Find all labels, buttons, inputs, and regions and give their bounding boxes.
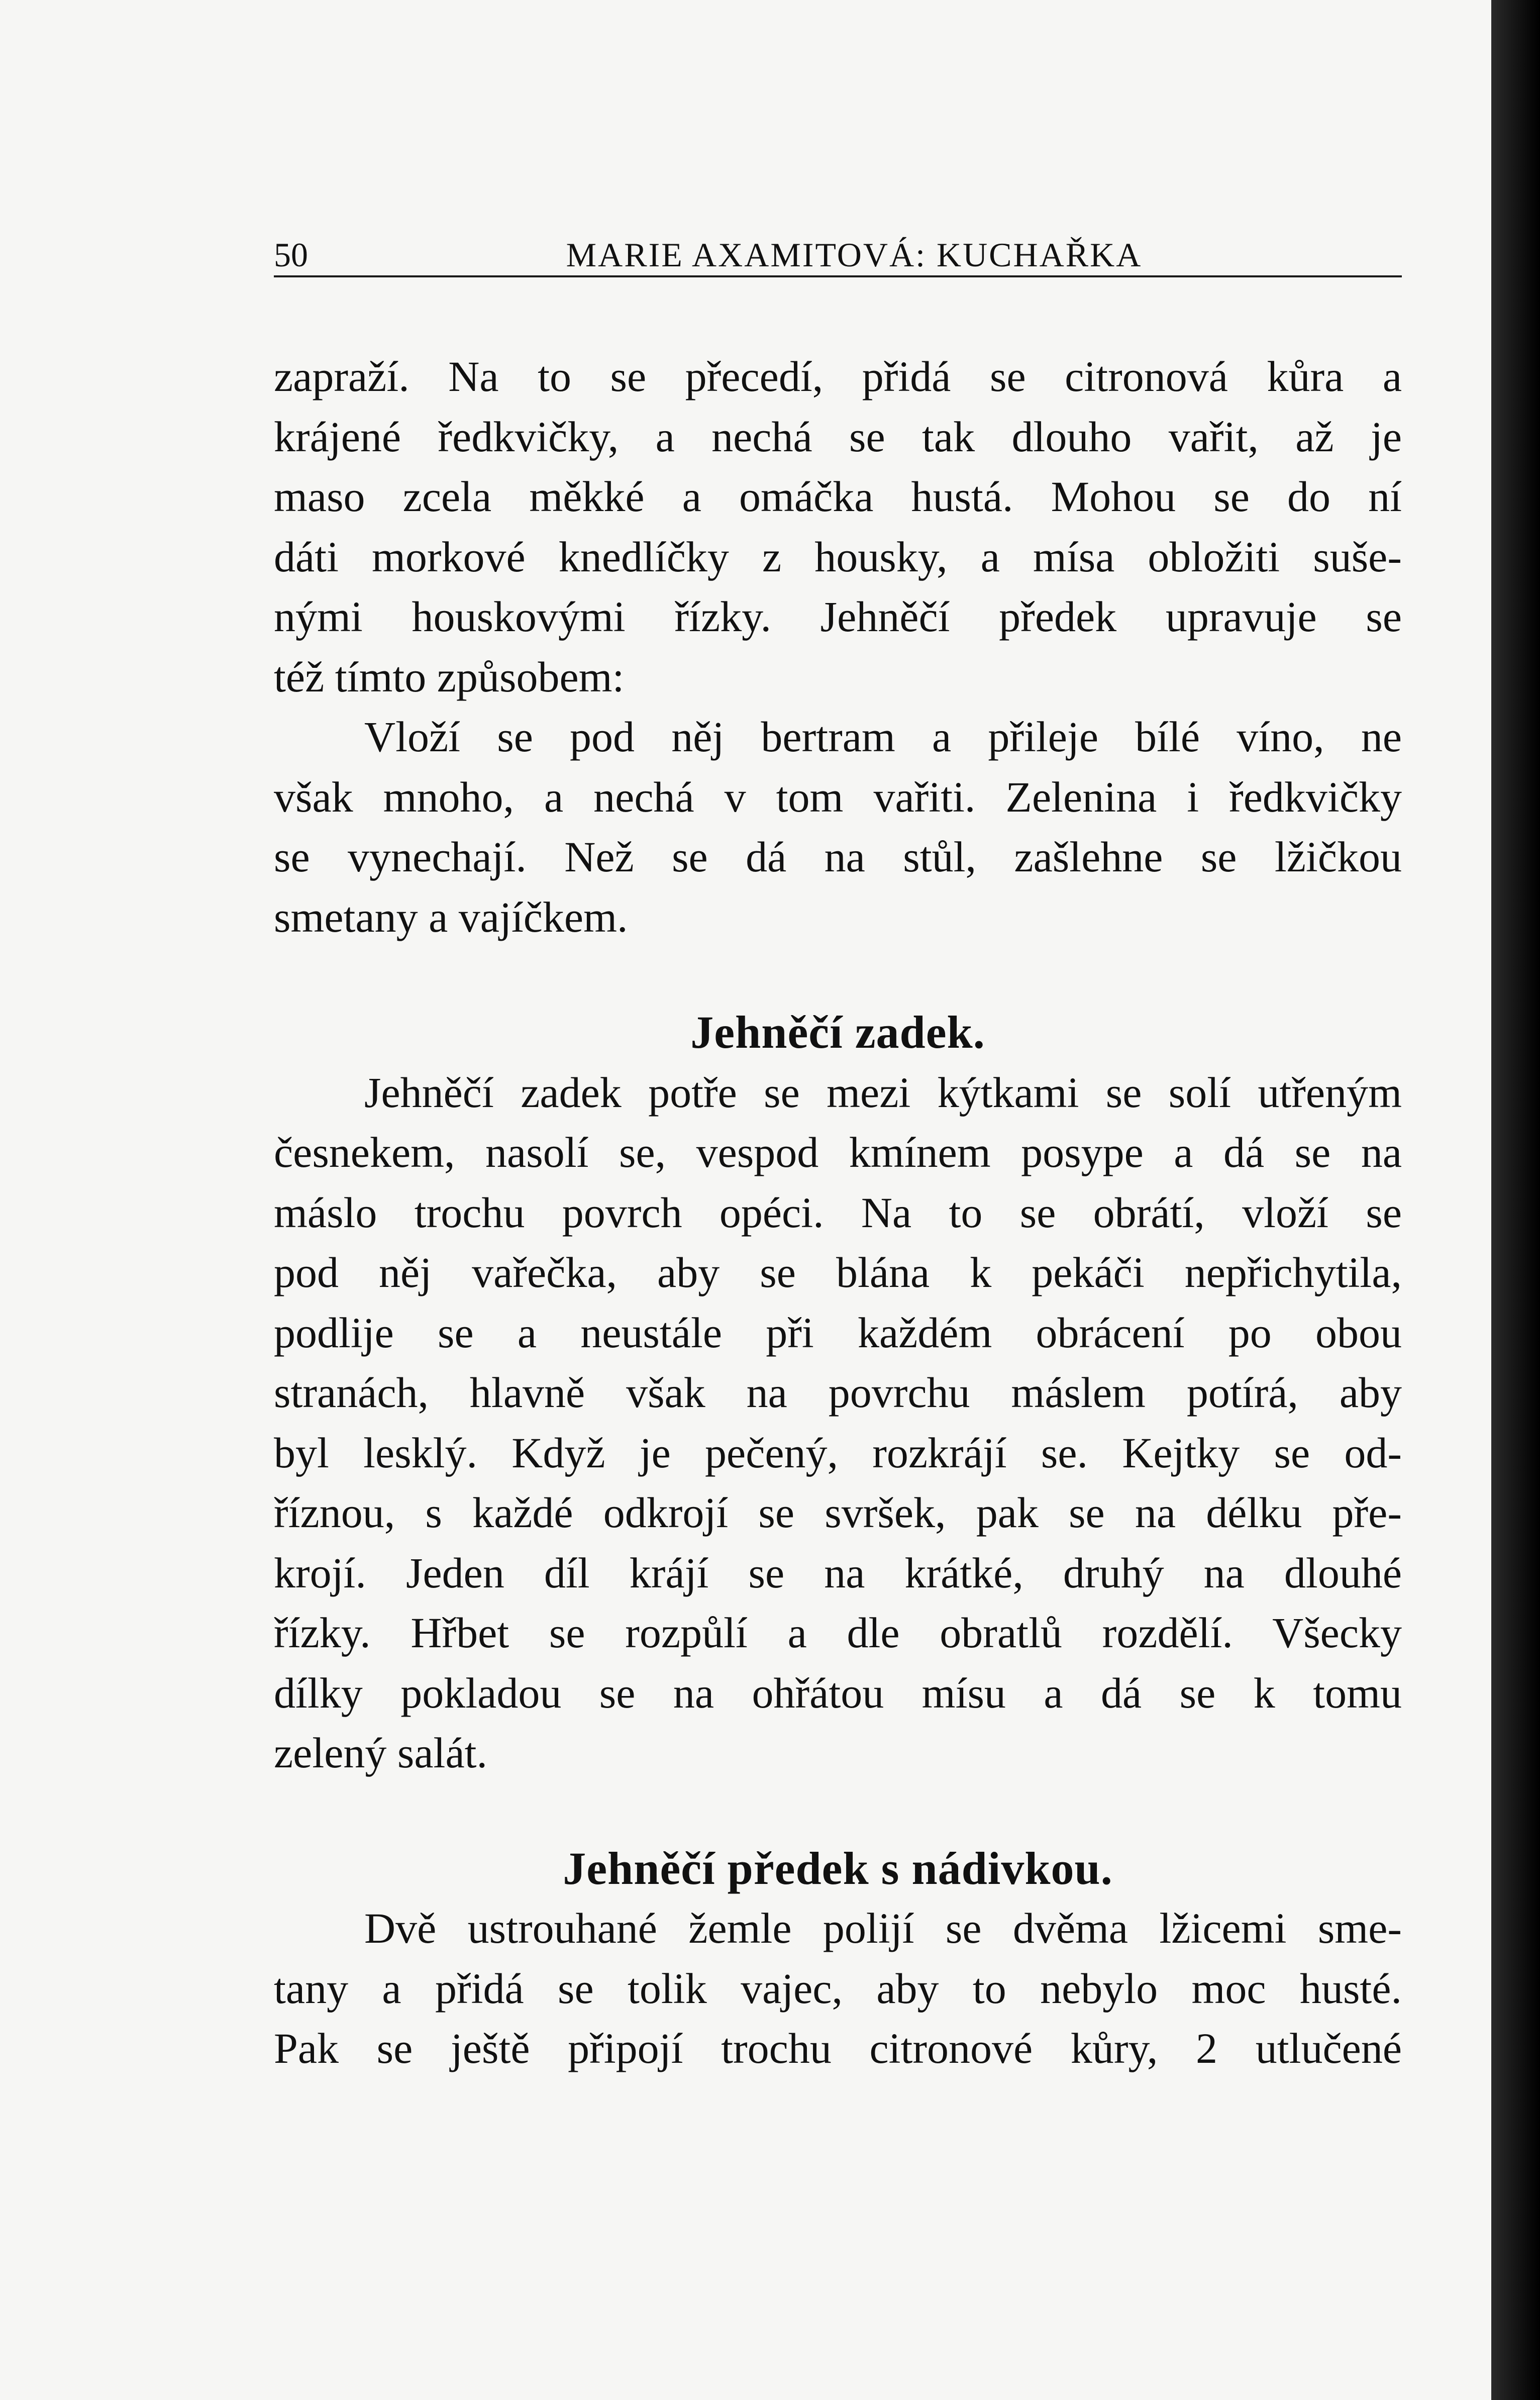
section-heading-jehneci-zadek: Jehněčí zadek.	[690, 1007, 985, 1058]
text-line: máslo trochu povrch opéci. Na to se obrátí, vloží se	[274, 1188, 1402, 1237]
text-line: tany a přidá se tolik vajec, aby to nebylo moc husté.	[274, 1964, 1402, 2013]
paragraph-4	[274, 1898, 1402, 2079]
page-number: 50	[274, 236, 308, 274]
text-line: smetany a vajíčkem.	[274, 892, 628, 941]
text-line: Pak se ještě připojí trochu citronové kůry, 2 utlučené	[274, 2024, 1402, 2072]
paragraph-3	[274, 1063, 1402, 1783]
text-line: maso zcela měkké a omáčka hustá. Mohou se do ní	[274, 472, 1402, 521]
text-line: říznou, s každé odkrojí se svršek, pak se na délku pře-	[274, 1488, 1402, 1537]
text-line: Vloží se pod něj bertram a přileje bílé víno, ne	[364, 713, 1402, 761]
text-line: Dvě ustrouhané žemle polijí se dvěma lžicemi sme-	[364, 1904, 1402, 1952]
spacer	[274, 947, 1402, 1003]
text-line: stranách, hlavně však na povrchu máslem potírá, aby	[274, 1368, 1402, 1417]
text-line: však mnoho, a nechá v tom vařiti. Zelenina i ředkvičky	[274, 772, 1402, 821]
page-body	[274, 347, 1402, 2079]
text-line: se vynechají. Než se dá na stůl, zašlehne se lžičkou	[274, 833, 1402, 881]
text-line: byl lesklý. Když je pečený, rozkrájí se. Kejtky se od-	[274, 1428, 1402, 1477]
scan-edge	[1491, 0, 1540, 2400]
text-line: krojí. Jeden díl krájí se na krátké, druhý na dlouhé	[274, 1548, 1402, 1597]
text-line: též tímto způsobem:	[274, 652, 625, 701]
text-line: Jehněčí zadek potře se mezi kýtkami se solí utřeným	[364, 1068, 1402, 1117]
page-header	[274, 235, 1402, 277]
spacer	[274, 1783, 1402, 1839]
text-line: zelený salát.	[274, 1729, 488, 1777]
text-line: řízky. Hřbet se rozpůlí a dle obratlů rozdělí. Všecky	[274, 1609, 1402, 1657]
text-line: dáti morkové knedlíčky z housky, a mísa obložiti suše-	[274, 532, 1402, 581]
section-heading-jehneci-predek: Jehněčí předek s nádivkou.	[563, 1842, 1113, 1894]
text-line: nými houskovými řízky. Jehněčí předek upravuje se	[274, 592, 1402, 641]
paragraph-1	[274, 347, 1402, 707]
text-line: krájené ředkvičky, a nechá se tak dlouho vařit, až je	[274, 412, 1402, 461]
text-line: podlije se a neustále při každém obrácení po obou	[274, 1308, 1402, 1357]
paragraph-2	[274, 707, 1402, 947]
text-line: pod něj vařečka, aby se blána k pekáči nepřichytila,	[274, 1248, 1402, 1296]
text-line: dílky pokladou se na ohřátou mísu a dá se k tomu	[274, 1668, 1402, 1717]
text-line: česnekem, nasolí se, vespod kmínem posype a dá se na	[274, 1128, 1402, 1176]
text-line: zapraží. Na to se přecedí, přidá se citronová kůra a	[274, 352, 1402, 401]
running-title: MARIE AXAMITOVÁ: KUCHAŘKA	[566, 236, 1143, 274]
